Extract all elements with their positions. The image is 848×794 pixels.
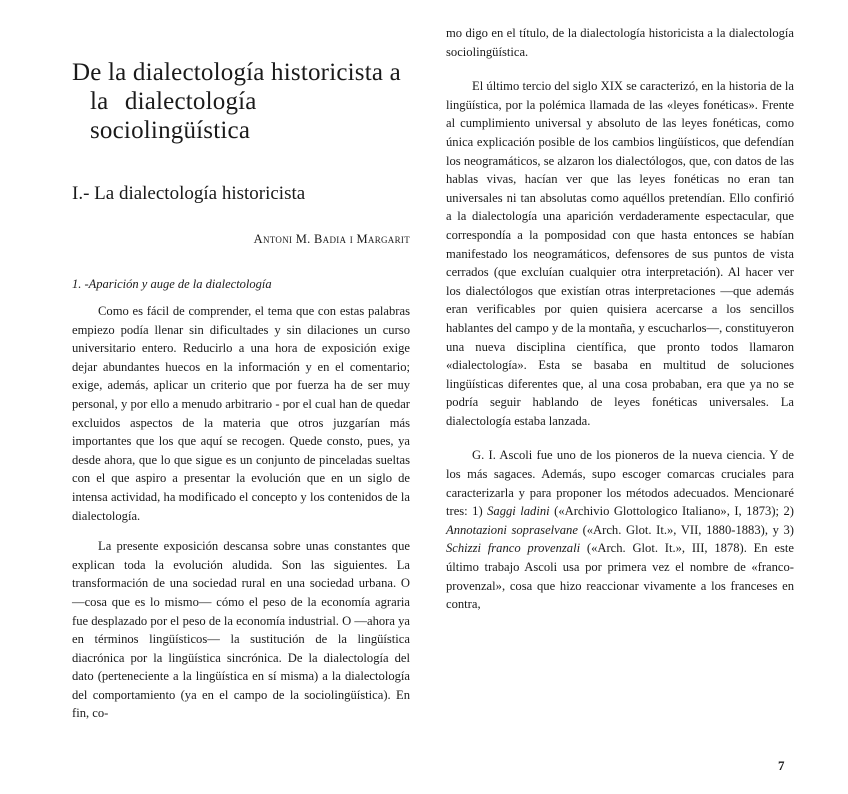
right-column — [446, 24, 794, 614]
text-run: G. I. Ascoli fue uno de los pioneros de la nueva ciencia. Y de los más sagaces. Además, supo escoger comarcas cruciales para caracterizarla y para proponer los métodos adecuados. Mencionaré tres: 1) — [446, 448, 794, 519]
paragraph: mo digo en el título, de la dialectología historicista a la dialectología sociolingüística. — [446, 26, 794, 59]
title-line-2: la dialectología sociolingüística — [90, 88, 257, 144]
paragraph: Como es fácil de comprender, el tema que con estas palabras empiezo podía llenar sin dificultades y sin dilaciones un curso universitario entero. Reducirlo a una hora de exposición exige dejar abundantes huecos en la información y en el comentario; exige, además, aplicar un criterio que por fuerza ha de ser muy personal, y por ello a menudo arbitrario - por el cual han de quedar excluidos aspectos de la materia que otros juzgarían más importantes que los que aquí se recogen. Quede consto, pues, ya desde ahora, que lo que sigue es un conjunto de pinceladas sueltas con el que aspiro a presentar la evolución que en un siglo de intensa actividad, ha modificado el concepto y los contenidos de la dialectología. — [72, 304, 410, 523]
text-run: («Arch. Glot. It.», VII, 1880-1883), y 3) — [577, 522, 795, 537]
author-byline: Antoni M. Badia i Margarit — [253, 232, 410, 246]
page-number: 7 — [778, 758, 785, 773]
work-title: Schizzi franco provenzali — [446, 541, 581, 556]
subsection-heading: 1. -Aparición y auge de la dialectología — [72, 277, 272, 291]
section-heading: I.- La dialectología historicista — [72, 183, 306, 204]
text-run: («Arch. Glot. It.», III, 1878). En este último trabajo Ascoli usa por primera vez el nombre de «franco-provenzal», cosa que hizo reaccionar vivamente a los franceses en contra, — [446, 541, 794, 612]
work-title: Annotazioni sopraselvane — [446, 522, 578, 537]
text-run: («Archivio Glottologico Italiano», I, 1873); 2) — [549, 504, 794, 519]
left-column — [72, 58, 410, 723]
title-line-1: De la dialectología historicista a — [72, 59, 401, 86]
paragraph: La presente exposición descansa sobre unas constantes que explican toda la evolución aludida. Son las siguientes. La transformación de una sociedad rural en una sociedad urbana. O —cosa que es lo mismo— cómo el peso de la economía agraria fue desplazado por el peso de la economía industrial. O —ahora ya en términos lingüísticos— la sustitución de la lingüística diacrónica por la lingüística sincrónica. De la dialectología del dato (perteneciente a la lingüística en sí misma) a la dialectología del comportamiento (ya en el campo de la sociolingüística). En fin, co- — [72, 539, 410, 721]
article-title — [72, 58, 410, 145]
paragraph: El último tercio del siglo XIX se caracterizó, en la historia de la lingüística, por la polémica llamada de las «leyes fonéticas». Frente al cumplimiento universal y absoluto de las leyes fonéticas, como única explicación posible de los cambios lingüísticos, que defendían los neogramáticos, se alzaron los dialectólogos, que, con datos de las hablas vivas, hacían ver que las leyes fonéticas no eran tan universales ni tan absolutas como aquéllos pretendían. Ello confirió a la dialectología una aparición verdaderamente espectacular, que correspondía a la pomposidad con que hasta entonces se habían manifestado los neogramáticos, defensores de sus puntos de vista cerrados (que excluían cualquier otra interpretación). Al hacer ver los dialectólogos que existían otras interpretaciones —que además eran verificables por quien quisiera acercarse a los sencillos hablantes del campo y de la montaña, y escucharlos—, constituyeron una nueva disciplina científica, que pronto todos llamaron «dialectología». Esta se basaba en multitud de soluciones lingüísticas diferentes que, al una cosa probaban, era que ya no se podría seguir hablando de leyes fonéticas universales. La dialectología estaba lanzada. — [446, 79, 794, 428]
paragraph — [446, 446, 794, 613]
work-title: Saggi ladini — [487, 504, 550, 519]
